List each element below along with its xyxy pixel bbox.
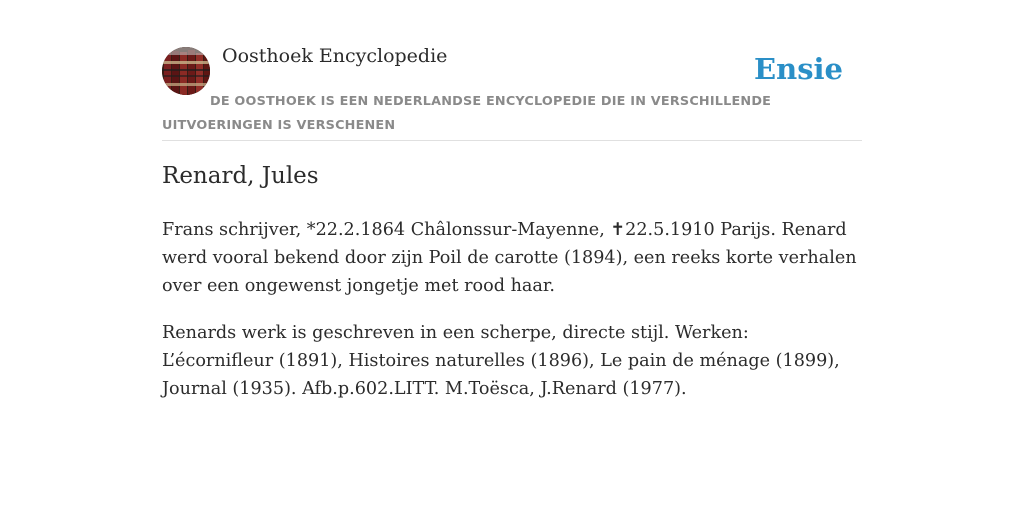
article-container (162, 0, 862, 399)
entry-paragraph: Frans schrijver, *22.2.1864 Châlonssur-Mayenne, ✝22.5.1910 Parijs. Renard werd vooral bekend door zijn Poil de carotte (1894), een reeks korte verhalen over een ongewenst jongetje met rood haar. (162, 220, 857, 296)
entry-paragraph: Renards werk is geschreven in een scherpe, directe stijl. Werken: L’écornifleur (1891), Histoires naturelles (1896), Le pain de ménage (1899), Journal (1935). Afb.p.602.LITT. M.Toësca, J.Renard (1977). (162, 323, 840, 399)
entry-title: Renard, Jules (162, 163, 319, 189)
brand-logo[interactable]: Ensie (754, 52, 843, 86)
encyclopedia-books-icon[interactable] (162, 47, 210, 95)
site-header (162, 0, 862, 141)
site-title[interactable]: Oosthoek Encyclopedie (222, 45, 448, 67)
site-tagline: DE OOSTHOEK IS EEN NEDERLANDSE ENCYCLOPEDIE DIE IN VERSCHILLENDE UITVOERINGEN IS VERSCHENEN (162, 94, 772, 133)
